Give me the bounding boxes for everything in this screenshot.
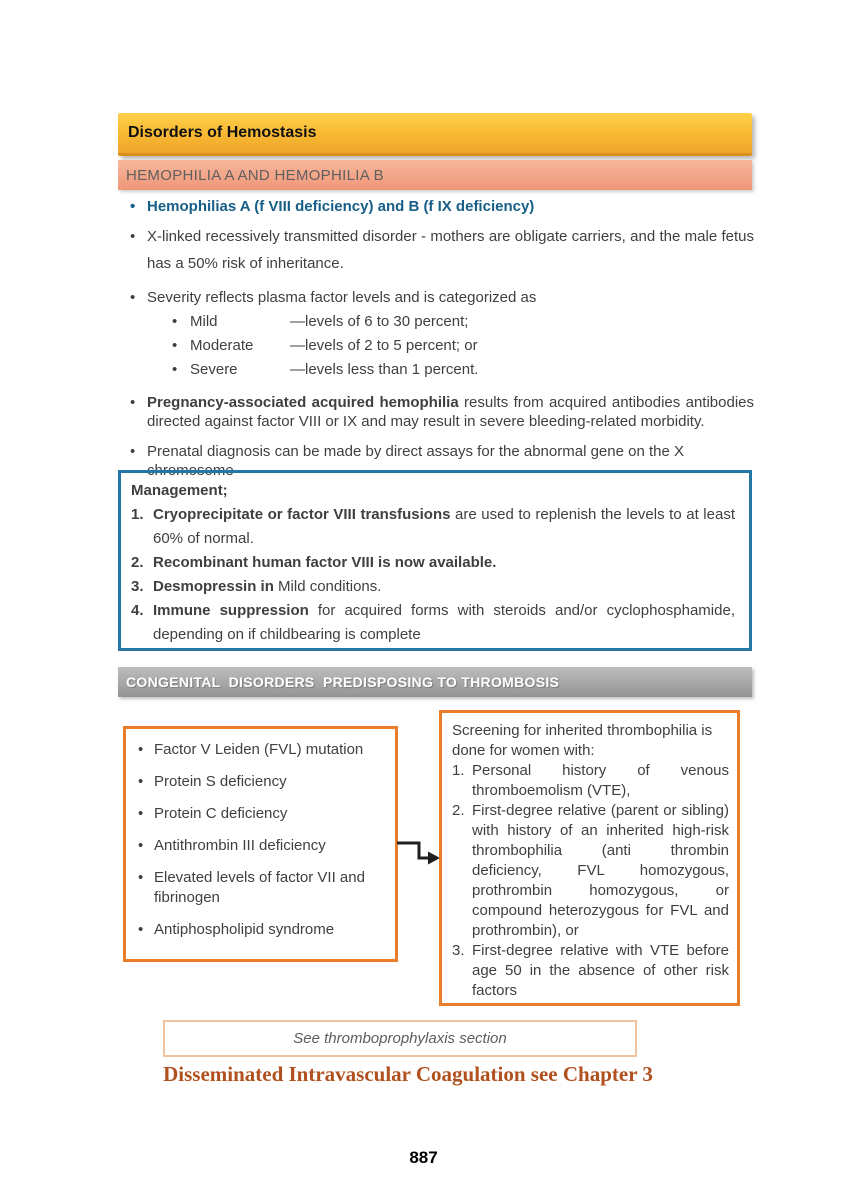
screening-intro: Screening for inherited thrombophilia is done for women with: bbox=[452, 722, 713, 759]
screening-item-text: First-degree relative with VTE before age 50 in the absence of other risk factors bbox=[472, 942, 729, 999]
severity-desc: —levels of 2 to 5 percent; or bbox=[290, 337, 478, 354]
cause-text: Antithrombin III deficiency bbox=[154, 837, 326, 854]
bullet-icon: • bbox=[138, 741, 144, 758]
list-item bbox=[132, 868, 387, 908]
management-item-rest: are used to replenish the levels to at least 60% of normal. bbox=[153, 506, 735, 547]
bullet-icon: • bbox=[138, 921, 144, 938]
bullet-icon: • bbox=[138, 805, 144, 822]
title-banner bbox=[118, 113, 752, 156]
see-thromboprophylaxis-note-box bbox=[163, 1020, 637, 1057]
management-item-2 bbox=[131, 551, 735, 575]
section-header-label: CONGENITAL DISORDERS PREDISPOSING TO THROMBOSIS bbox=[126, 674, 560, 690]
section-header-hemophilia bbox=[118, 160, 752, 190]
pregnancy-bold-text: Pregnancy-associated acquired hemophilia bbox=[147, 394, 459, 411]
cause-text: Elevated levels of factor VII and fibrinogen bbox=[154, 869, 365, 906]
item-number: 4. bbox=[131, 602, 144, 619]
list-item bbox=[132, 740, 387, 760]
item-number: 3. bbox=[131, 578, 144, 595]
severity-row-mild bbox=[172, 312, 754, 332]
management-box bbox=[118, 470, 752, 651]
management-item-rest: for acquired forms with steroids and/or cyclophosphamide, depending on if childbearing is complete bbox=[153, 602, 735, 643]
bullet-factor-deficiency bbox=[130, 197, 754, 217]
list-item bbox=[132, 772, 387, 792]
item-number: 1. bbox=[131, 506, 144, 523]
management-item-bold: Cryoprecipitate or factor VIII transfusions bbox=[153, 506, 451, 523]
list-item bbox=[132, 836, 387, 856]
item-number: 3. bbox=[452, 942, 465, 959]
dic-chapter-reference: Disseminated Intravascular Coagulation see Chapter 3 bbox=[163, 1062, 653, 1086]
severity-label: Moderate bbox=[190, 337, 254, 354]
management-item-text bbox=[153, 599, 735, 647]
page-number: 887 bbox=[409, 1148, 438, 1167]
severity-label: Mild bbox=[190, 313, 218, 330]
severity-desc: —levels less than 1 percent. bbox=[290, 361, 479, 378]
cause-text: Factor V Leiden (FVL) mutation bbox=[154, 741, 364, 758]
screening-item-3 bbox=[452, 941, 729, 1001]
item-number: 2. bbox=[131, 554, 144, 571]
severity-row-severe bbox=[172, 360, 754, 380]
management-item-rest: Mild conditions. bbox=[273, 578, 382, 595]
bullet-pregnancy-text bbox=[147, 393, 754, 431]
bullet-icon: • bbox=[138, 837, 144, 854]
item-number: 1. bbox=[452, 762, 465, 779]
bullet-severity-text: Severity reflects plasma factor levels and is categorized as bbox=[147, 289, 537, 306]
list-item bbox=[132, 804, 387, 824]
management-item-bold: Desmopressin in bbox=[153, 578, 274, 595]
section-header-congenital bbox=[118, 667, 752, 697]
bullet-icon: • bbox=[130, 443, 136, 460]
screening-item-2 bbox=[452, 801, 729, 941]
section-header-label: HEMOPHILIA A AND HEMOPHILIA B bbox=[126, 166, 384, 184]
list-item bbox=[132, 920, 387, 940]
cause-text: Antiphospholipid syndrome bbox=[154, 921, 335, 938]
cause-text: Protein C deficiency bbox=[154, 805, 288, 822]
management-item-text bbox=[153, 575, 735, 599]
severity-row-moderate bbox=[172, 336, 754, 356]
screening-item-text: Personal history of venous thromboemolism (VTE), bbox=[472, 762, 729, 799]
bullet-icon: • bbox=[138, 773, 144, 790]
bullet-icon: • bbox=[138, 869, 144, 886]
management-item-bold: Recombinant human factor VIII is now available. bbox=[153, 554, 497, 571]
management-item-4 bbox=[131, 599, 735, 647]
severity-desc: —levels of 6 to 30 percent; bbox=[290, 313, 469, 330]
item-number: 2. bbox=[452, 802, 465, 819]
screening-item-1 bbox=[452, 761, 729, 801]
bullet-xlinked-text: X-linked recessively transmitted disorder - mothers are obligate carriers, and the male fetus has a 50% risk of inheritance. bbox=[147, 228, 754, 272]
bullet-icon: • bbox=[130, 289, 136, 306]
bullet-pregnancy bbox=[130, 393, 754, 431]
thrombophilia-causes-box bbox=[123, 726, 398, 962]
bullet-icon: • bbox=[130, 228, 136, 245]
management-item-3 bbox=[131, 575, 735, 599]
management-item-text bbox=[153, 503, 735, 551]
see-note-text: See thromboprophylaxis section bbox=[293, 1030, 507, 1047]
severity-label: Severe bbox=[190, 361, 238, 378]
management-heading: Management; bbox=[131, 482, 228, 499]
bullet-icon: • bbox=[172, 361, 178, 378]
bullet-xlinked bbox=[130, 223, 754, 277]
bullet-icon: • bbox=[130, 198, 136, 215]
management-item-text bbox=[153, 551, 735, 575]
cause-text: Protein S deficiency bbox=[154, 773, 287, 790]
bullet-icon: • bbox=[172, 337, 178, 354]
bullet-severity bbox=[130, 288, 754, 308]
bullet-icon: • bbox=[172, 313, 178, 330]
page-title: Disorders of Hemostasis bbox=[128, 124, 317, 141]
screening-criteria-box bbox=[439, 710, 740, 1006]
connector-arrow-icon bbox=[396, 834, 444, 866]
bullet-icon: • bbox=[130, 394, 136, 411]
hemophilia-bullet-list bbox=[118, 197, 754, 480]
pregnancy-rest-text: results from acquired antibodies antibodies directed against factor VIII or IX and may result in severe bleeding-related morbidity. bbox=[147, 394, 754, 430]
bullet-prenatal-text: Prenatal diagnosis can be made by direct assays for the abnormal gene on the X chromosome bbox=[147, 443, 684, 479]
bullet-factor-text: Hemophilias A (f VIII deficiency) and B (f IX deficiency) bbox=[147, 198, 535, 215]
management-item-bold: Immune suppression bbox=[153, 602, 309, 619]
screening-item-text: First-degree relative (parent or sibling) with history of an inherited high-risk thrombophilia (anti thrombin deficiency, FVL homozygous, prothrombin homozygous, or compound heterozygous for FVL and prothrombin), or bbox=[472, 802, 729, 939]
management-item-1 bbox=[131, 503, 735, 551]
